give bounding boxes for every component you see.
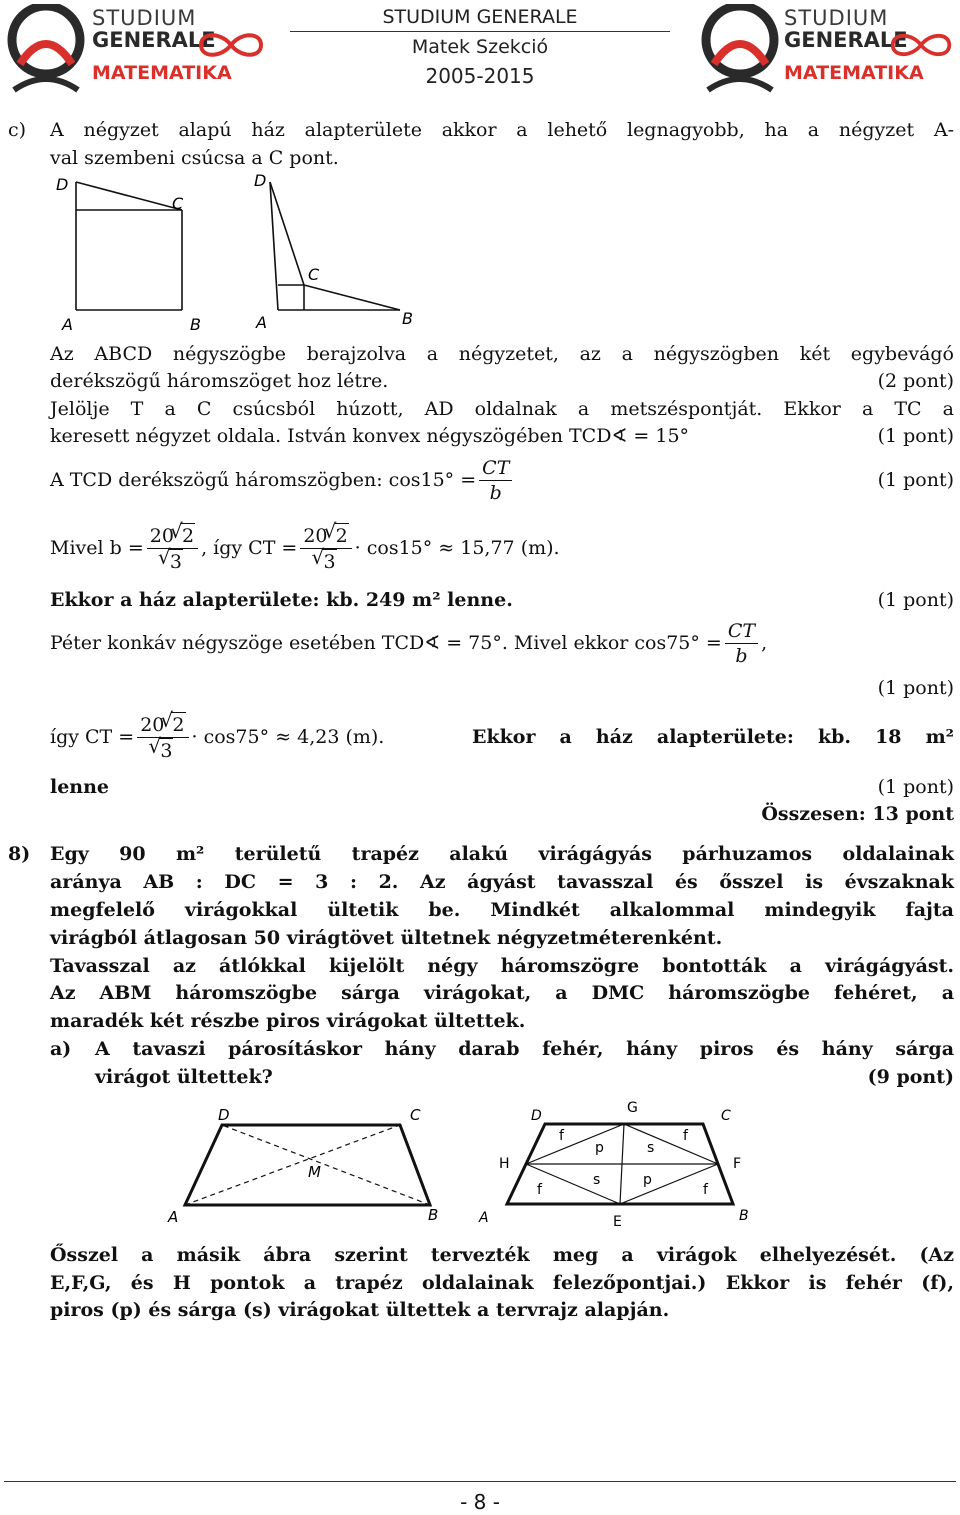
figA-label-a: A: [168, 1208, 179, 1226]
frac-ct-b-2: [725, 619, 758, 668]
logo-right-line3: MATEMATIKA: [784, 62, 924, 84]
part-c-line2: val szembeni csúcsa a C pont.: [50, 147, 339, 169]
p2-line2: keresett négyzet oldala. István konvex négyszögében TCD∢ = 15°: [50, 425, 690, 447]
points-2: (2 pont): [877, 370, 954, 392]
figB-label-c: C: [721, 1108, 731, 1124]
points-1b: (1 pont): [877, 469, 954, 491]
cos75-tail: · cos75° ≈ 4,23 (m).: [191, 726, 385, 748]
part-a-points: (9 pont): [867, 1066, 954, 1088]
igy-ct-row: [50, 706, 384, 768]
peter-row: [50, 614, 767, 672]
frac-ct-value-2: [137, 712, 188, 763]
frac-den: b: [489, 481, 502, 504]
problem8-number: 8): [8, 843, 31, 865]
figB-region-f3: f: [537, 1182, 542, 1198]
logo-emblem-icon: [700, 4, 780, 96]
total-points: Összesen: 13 pont: [761, 803, 954, 825]
footer-rule: [4, 1481, 956, 1482]
peter-comma: ,: [761, 632, 768, 654]
figA-label-m: M: [308, 1163, 321, 1181]
header-years: 2005-2015: [425, 64, 535, 88]
figA-label-d: D: [218, 1106, 230, 1124]
fig1-label-d: D: [56, 175, 69, 194]
points-1c: (1 pont): [877, 589, 954, 611]
mivel-prefix: Mivel b =: [50, 537, 144, 559]
autumn-line2: E,F,G, és H pontok a trapéz oldalainak felezőpontjai.) Ekkor is fehér (f),: [50, 1272, 954, 1294]
tcd-prefix: A TCD derékszögű háromszögben: cos15° =: [50, 469, 477, 491]
part-c-line1: A négyzet alapú ház alapterülete akkor a lehető legnagyobb, ha a négyzet A-: [50, 119, 954, 141]
points-1d: (1 pont): [877, 677, 954, 699]
figure-square-in-quad: [50, 170, 240, 335]
frac-num-2: CT: [725, 619, 758, 644]
sqrt-3: √ 3: [169, 549, 183, 574]
p1-line2: derékszögű háromszöget hoz létre.: [50, 370, 389, 392]
autumn-line3: piros (p) és sárga (s) virágokat ültettek a tervrajz alapján.: [50, 1299, 670, 1321]
logo-left: [6, 4, 266, 96]
page-number: - 8 -: [460, 1490, 500, 1514]
fig1-label-a: A: [62, 315, 73, 334]
p8-line2: aránya AB : DC = 3 : 2. Az ágyást tavasszal és ősszel is évszaknak: [50, 871, 954, 893]
fig2-label-b: B: [402, 309, 413, 328]
part-c-label: c): [8, 119, 27, 141]
fig2-label-a: A: [256, 313, 267, 332]
header-subtitle: Matek Szekció: [411, 36, 549, 58]
figB-label-g: G: [627, 1100, 638, 1116]
figure-trapezoid-midpoints: [475, 1098, 765, 1233]
points-1a: (1 pont): [877, 425, 954, 447]
igy2-prefix: így CT =: [50, 726, 135, 748]
tcd-row: [50, 452, 515, 508]
ekkor-249: Ekkor a ház alapterülete: kb. 249 m² lenne.: [50, 589, 513, 611]
sqrt-3b: √ 3: [322, 549, 336, 574]
sqrt-3c: √ 3: [159, 738, 173, 763]
figB-label-h: H: [499, 1156, 510, 1172]
header-title: STUDIUM GENERALE: [382, 6, 578, 28]
figB-label-e: E: [613, 1214, 622, 1230]
logo-left-line2: GENERALE: [92, 28, 216, 52]
figB-label-f: F: [733, 1156, 742, 1172]
figB-region-f1: f: [559, 1128, 564, 1144]
p8-line4: virágból átlagosan 50 virágtövet ültetnek négyzetméterenként.: [50, 927, 723, 949]
frac-ct-value: [300, 523, 351, 574]
figB-region-f4: f: [703, 1182, 708, 1198]
frac-num: CT: [479, 456, 512, 481]
figB-region-p1: p: [595, 1140, 604, 1156]
header-rule: [290, 31, 670, 32]
p8-line1: Egy 90 m² területű trapéz alakú virágágyás párhuzamos oldalainak: [50, 843, 954, 865]
figB-region-s1: s: [647, 1140, 655, 1156]
frac-ct-b: [479, 456, 512, 505]
figB-label-b: B: [739, 1208, 749, 1224]
part-a-line2: virágot ültettek?: [95, 1066, 273, 1088]
sqrt-2: √ 2: [181, 523, 195, 548]
part-a-label: a): [50, 1038, 72, 1060]
figA-label-b: B: [428, 1206, 439, 1224]
mivel-row: [50, 516, 560, 580]
logo-left-line3: MATEMATIKA: [92, 62, 232, 84]
logo-emblem-icon: [6, 4, 86, 96]
figB-region-f2: f: [683, 1128, 688, 1144]
p8-line5: Tavasszal az átlókkal kijelölt négy háromszögre bontották a virágágyást.: [50, 955, 954, 977]
frac-b-value: [147, 523, 198, 574]
logo-right-line1: STUDIUM: [784, 6, 889, 30]
num-20b: 20: [303, 524, 328, 547]
fig1-label-c: C: [172, 194, 184, 213]
logo-infinity-icon: [196, 32, 266, 58]
num-20: 20: [149, 524, 174, 547]
p2-line1: Jelölje T a C csúcsból húzott, AD oldalnak a metszéspontját. Ekkor a TC a: [50, 398, 954, 420]
fig1-label-b: B: [190, 315, 201, 334]
logo-left-line1: STUDIUM: [92, 6, 197, 30]
p8-line6: Az ABM háromszögbe sárga virágokat, a DMC háromszögbe fehéret, a: [50, 982, 954, 1004]
cos15-tail: · cos15° ≈ 15,77 (m).: [354, 537, 560, 559]
ekkor-18: Ekkor a ház alapterülete: kb. 18 m²: [472, 726, 954, 748]
lenne: lenne: [50, 776, 110, 798]
p8-line3: megfelelő virágokkal ültetik be. Mindkét alkalommal mindegyik fajta: [50, 899, 954, 921]
figA-label-c: C: [410, 1106, 421, 1124]
figB-label-d: D: [531, 1108, 542, 1124]
figB-label-a: A: [479, 1210, 489, 1226]
frac-den-2: b: [735, 644, 748, 667]
part-a-line1: A tavaszi párosításkor hány darab fehér, hány piros és hány sárga: [95, 1038, 954, 1060]
fig2-label-c: C: [308, 265, 320, 284]
p1-line1: Az ABCD négyszögbe berajzolva a négyzetet, az a négyszögben két egybevágó: [50, 343, 954, 365]
figure-concave-quad: [250, 170, 430, 335]
autumn-line1: Ősszel a másik ábra szerint tervezték meg a virágok elhelyezését. (Az: [50, 1244, 954, 1266]
sqrt-2c: √ 2: [171, 712, 185, 737]
points-1e: (1 pont): [877, 776, 954, 798]
figure-trapezoid-diagonals: [160, 1100, 460, 1230]
fig2-label-d: D: [254, 171, 267, 190]
figB-region-p2: p: [643, 1172, 652, 1188]
logo-infinity-icon: [888, 32, 954, 58]
num-20c: 20: [140, 713, 165, 736]
sqrt-2b: √ 2: [335, 523, 349, 548]
peter-text: Péter konkáv négyszöge esetében TCD∢ = 75°. Mivel ekkor cos75° =: [50, 632, 722, 654]
logo-right: [700, 4, 958, 96]
igy-mid: , így CT =: [201, 537, 298, 559]
figB-region-s2: s: [593, 1172, 601, 1188]
logo-right-line2: GENERALE: [784, 28, 908, 52]
p8-line7: maradék két részbe piros virágokat ültettek.: [50, 1010, 526, 1032]
